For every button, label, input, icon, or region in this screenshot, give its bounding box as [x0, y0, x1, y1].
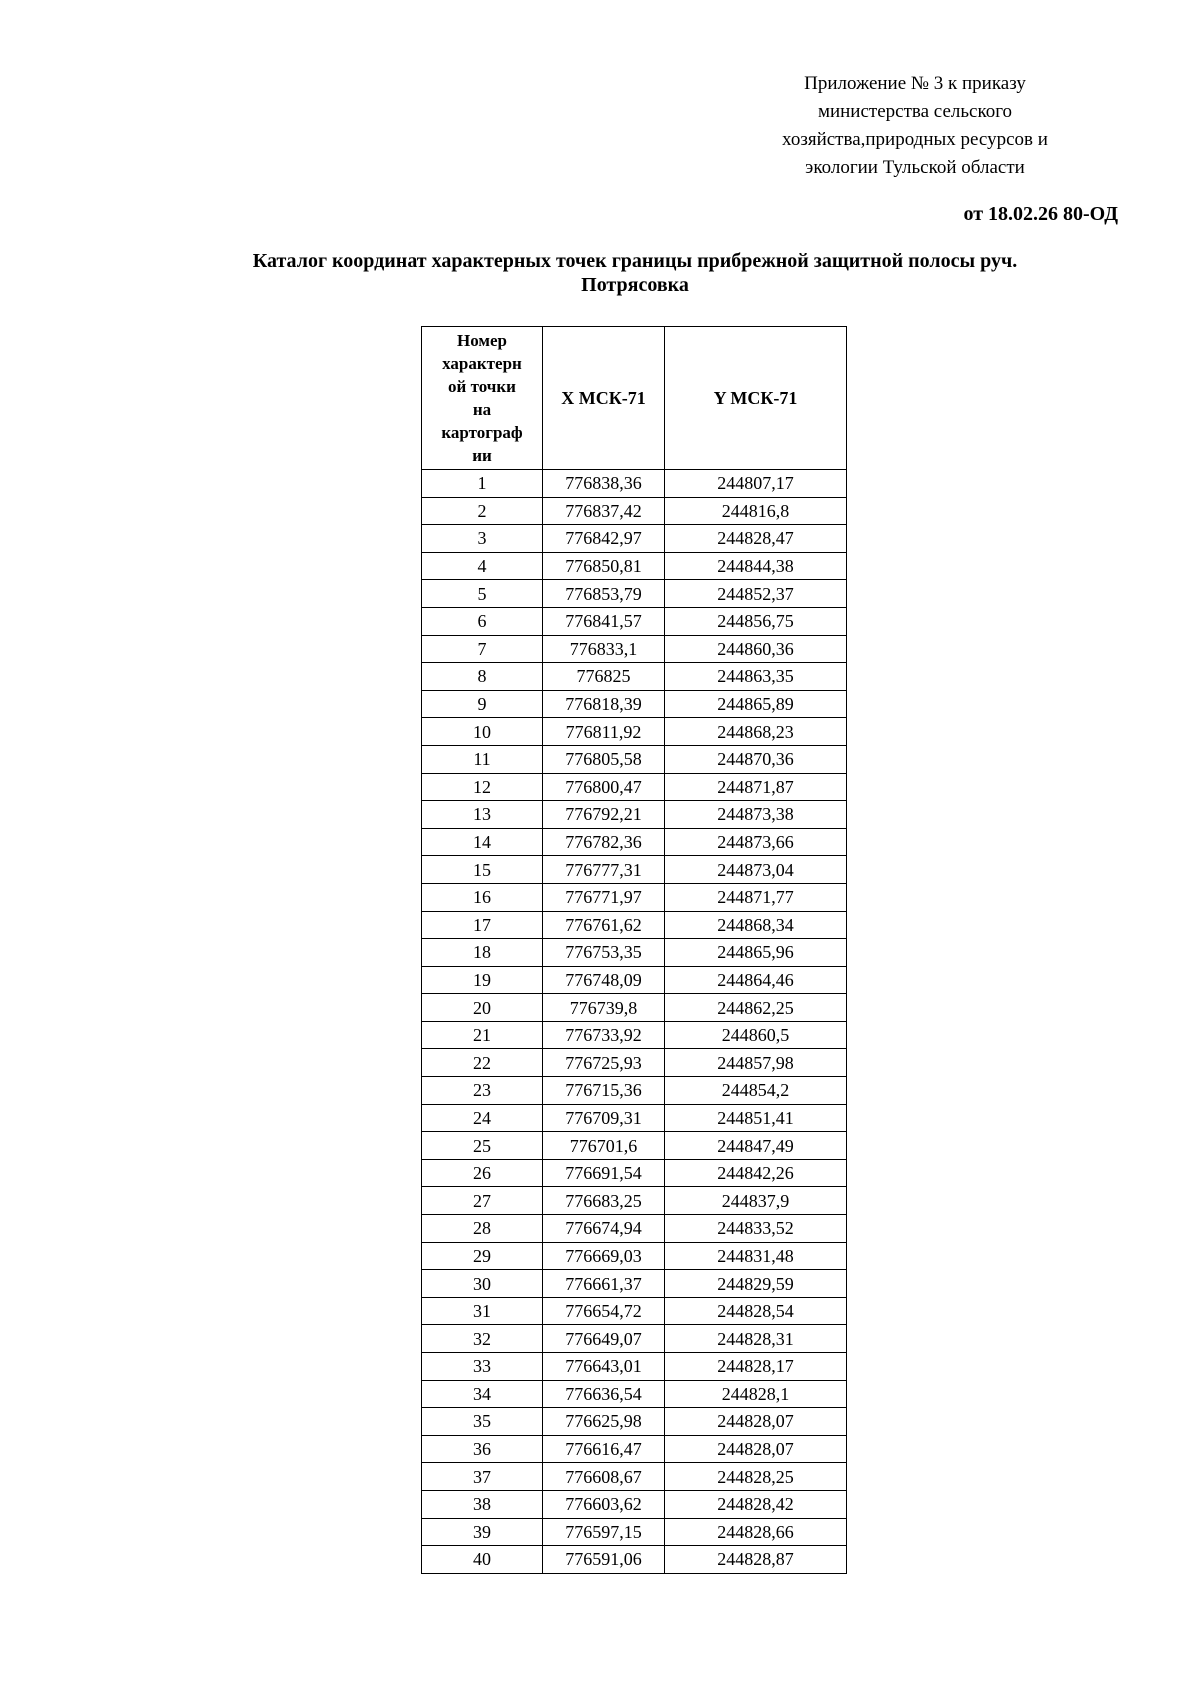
cell-y-coordinate: 244828,07	[665, 1408, 847, 1436]
cell-x-coordinate: 776603,62	[543, 1490, 665, 1518]
cell-x-coordinate: 776818,39	[543, 690, 665, 718]
cell-point-number: 10	[422, 718, 543, 746]
cell-x-coordinate: 776761,62	[543, 911, 665, 939]
table-row	[422, 1518, 847, 1546]
cell-point-number: 6	[422, 607, 543, 635]
header-point-number-line: ой точки	[448, 377, 516, 396]
table-row	[422, 1077, 847, 1105]
table-row	[422, 1380, 847, 1408]
cell-point-number: 28	[422, 1215, 543, 1243]
cell-y-coordinate: 244828,1	[665, 1380, 847, 1408]
cell-y-coordinate: 244857,98	[665, 1049, 847, 1077]
table-row	[422, 552, 847, 580]
cell-point-number: 33	[422, 1353, 543, 1381]
table-row	[422, 911, 847, 939]
document-title-line: Потрясовка	[581, 274, 689, 296]
cell-y-coordinate: 244873,66	[665, 828, 847, 856]
table-row	[422, 1215, 847, 1243]
cell-x-coordinate: 776748,09	[543, 966, 665, 994]
table-row	[422, 1104, 847, 1132]
cell-y-coordinate: 244860,5	[665, 1021, 847, 1049]
table-row	[422, 1187, 847, 1215]
cell-y-coordinate: 244847,49	[665, 1132, 847, 1160]
cell-point-number: 8	[422, 663, 543, 691]
appendix-line: экологии Тульской области	[805, 157, 1025, 178]
cell-y-coordinate: 244863,35	[665, 663, 847, 691]
cell-point-number: 22	[422, 1049, 543, 1077]
table-row	[422, 1242, 847, 1270]
cell-point-number: 23	[422, 1077, 543, 1105]
cell-x-coordinate: 776597,15	[543, 1518, 665, 1546]
cell-point-number: 20	[422, 994, 543, 1022]
table-row	[422, 1408, 847, 1436]
appendix-line: хозяйства,природных ресурсов и	[782, 129, 1048, 150]
cell-y-coordinate: 244873,38	[665, 801, 847, 829]
cell-x-coordinate: 776777,31	[543, 856, 665, 884]
cell-point-number: 32	[422, 1325, 543, 1353]
table-row	[422, 1049, 847, 1077]
cell-y-coordinate: 244833,52	[665, 1215, 847, 1243]
table-row	[422, 1132, 847, 1160]
cell-x-coordinate: 776616,47	[543, 1435, 665, 1463]
cell-point-number: 15	[422, 856, 543, 884]
appendix-line: министерства сельского	[817, 101, 1013, 122]
cell-y-coordinate: 244829,59	[665, 1270, 847, 1298]
cell-point-number: 1	[422, 470, 543, 498]
cell-point-number: 34	[422, 1380, 543, 1408]
cell-x-coordinate: 776825	[543, 663, 665, 691]
cell-x-coordinate: 776649,07	[543, 1325, 665, 1353]
cell-y-coordinate: 244873,04	[665, 856, 847, 884]
cell-x-coordinate: 776608,67	[543, 1463, 665, 1491]
table-row	[422, 1325, 847, 1353]
cell-y-coordinate: 244831,48	[665, 1242, 847, 1270]
cell-point-number: 36	[422, 1435, 543, 1463]
cell-x-coordinate: 776715,36	[543, 1077, 665, 1105]
table-row	[422, 745, 847, 773]
table-row	[422, 773, 847, 801]
cell-y-coordinate: 244851,41	[665, 1104, 847, 1132]
cell-y-coordinate: 244852,37	[665, 580, 847, 608]
cell-y-coordinate: 244828,54	[665, 1297, 847, 1325]
table-row	[422, 1353, 847, 1381]
cell-point-number: 25	[422, 1132, 543, 1160]
coordinates-table	[421, 326, 847, 1574]
cell-x-coordinate: 776811,92	[543, 718, 665, 746]
cell-x-coordinate: 776841,57	[543, 607, 665, 635]
table-row	[422, 1021, 847, 1049]
cell-point-number: 4	[422, 552, 543, 580]
cell-y-coordinate: 244828,47	[665, 525, 847, 553]
cell-y-coordinate: 244828,17	[665, 1353, 847, 1381]
cell-x-coordinate: 776654,72	[543, 1297, 665, 1325]
cell-x-coordinate: 776591,06	[543, 1546, 665, 1574]
cell-x-coordinate: 776636,54	[543, 1380, 665, 1408]
document-title-line: Каталог координат характерных точек границы прибрежной защитной полосы руч.	[252, 250, 1018, 272]
cell-point-number: 16	[422, 883, 543, 911]
cell-y-coordinate: 244828,87	[665, 1546, 847, 1574]
table-row	[422, 1490, 847, 1518]
cell-y-coordinate: 244864,46	[665, 966, 847, 994]
cell-x-coordinate: 776753,35	[543, 939, 665, 967]
cell-point-number: 40	[422, 1546, 543, 1574]
cell-point-number: 3	[422, 525, 543, 553]
cell-x-coordinate: 776853,79	[543, 580, 665, 608]
header-point-number-line: на	[472, 400, 492, 419]
cell-y-coordinate: 244860,36	[665, 635, 847, 663]
table-row	[422, 497, 847, 525]
table-row	[422, 1297, 847, 1325]
cell-y-coordinate: 244842,26	[665, 1159, 847, 1187]
table-row	[422, 1463, 847, 1491]
cell-point-number: 11	[422, 745, 543, 773]
header-point-number-line: Номер	[457, 331, 507, 350]
cell-x-coordinate: 776800,47	[543, 773, 665, 801]
cell-point-number: 38	[422, 1490, 543, 1518]
cell-point-number: 37	[422, 1463, 543, 1491]
table-header-row	[422, 327, 847, 470]
header-point-number-line: ии	[472, 446, 492, 465]
cell-y-coordinate: 244807,17	[665, 470, 847, 498]
header-x-coordinate: X МСК-71	[543, 327, 665, 470]
cell-y-coordinate: 244868,23	[665, 718, 847, 746]
table-row	[422, 883, 847, 911]
cell-point-number: 27	[422, 1187, 543, 1215]
cell-point-number: 12	[422, 773, 543, 801]
cell-x-coordinate: 776805,58	[543, 745, 665, 773]
cell-x-coordinate: 776725,93	[543, 1049, 665, 1077]
cell-x-coordinate: 776833,1	[543, 635, 665, 663]
cell-point-number: 29	[422, 1242, 543, 1270]
cell-x-coordinate: 776691,54	[543, 1159, 665, 1187]
cell-y-coordinate: 244844,38	[665, 552, 847, 580]
cell-y-coordinate: 244828,25	[665, 1463, 847, 1491]
cell-point-number: 39	[422, 1518, 543, 1546]
cell-point-number: 26	[422, 1159, 543, 1187]
cell-y-coordinate: 244871,87	[665, 773, 847, 801]
table-row	[422, 994, 847, 1022]
cell-point-number: 18	[422, 939, 543, 967]
cell-x-coordinate: 776733,92	[543, 1021, 665, 1049]
appendix-line: Приложение № 3 к приказу	[804, 73, 1026, 94]
table-row	[422, 525, 847, 553]
table-row	[422, 580, 847, 608]
table-row	[422, 828, 847, 856]
cell-y-coordinate: 244868,34	[665, 911, 847, 939]
cell-point-number: 2	[422, 497, 543, 525]
cell-point-number: 21	[422, 1021, 543, 1049]
cell-x-coordinate: 776782,36	[543, 828, 665, 856]
cell-x-coordinate: 776837,42	[543, 497, 665, 525]
cell-x-coordinate: 776739,8	[543, 994, 665, 1022]
cell-x-coordinate: 776792,21	[543, 801, 665, 829]
cell-point-number: 35	[422, 1408, 543, 1436]
cell-y-coordinate: 244865,89	[665, 690, 847, 718]
cell-x-coordinate: 776683,25	[543, 1187, 665, 1215]
cell-point-number: 31	[422, 1297, 543, 1325]
table-row	[422, 690, 847, 718]
table-row	[422, 856, 847, 884]
cell-x-coordinate: 776709,31	[543, 1104, 665, 1132]
cell-x-coordinate: 776842,97	[543, 525, 665, 553]
cell-x-coordinate: 776625,98	[543, 1408, 665, 1436]
cell-y-coordinate: 244816,8	[665, 497, 847, 525]
table-row	[422, 1270, 847, 1298]
cell-point-number: 13	[422, 801, 543, 829]
cell-point-number: 9	[422, 690, 543, 718]
cell-y-coordinate: 244870,36	[665, 745, 847, 773]
cell-point-number: 24	[422, 1104, 543, 1132]
table-row	[422, 966, 847, 994]
cell-x-coordinate: 776701,6	[543, 1132, 665, 1160]
table-row	[422, 635, 847, 663]
table-row	[422, 663, 847, 691]
cell-y-coordinate: 244828,42	[665, 1490, 847, 1518]
cell-point-number: 5	[422, 580, 543, 608]
header-point-number-line: характерн	[442, 354, 522, 373]
cell-y-coordinate: 244828,66	[665, 1518, 847, 1546]
header-point-number-line: картограф	[441, 423, 523, 442]
table-row	[422, 1435, 847, 1463]
table-row	[422, 718, 847, 746]
table-row	[422, 607, 847, 635]
cell-y-coordinate: 244837,9	[665, 1187, 847, 1215]
cell-x-coordinate: 776669,03	[543, 1242, 665, 1270]
order-date-number: от 18.02.26 80-ОД	[963, 203, 1118, 225]
table-row	[422, 1546, 847, 1574]
header-y-coordinate: Y МСК-71	[665, 327, 847, 470]
cell-point-number: 14	[422, 828, 543, 856]
cell-x-coordinate: 776661,37	[543, 1270, 665, 1298]
document-title	[80, 249, 1190, 297]
table-row	[422, 939, 847, 967]
cell-y-coordinate: 244856,75	[665, 607, 847, 635]
cell-point-number: 7	[422, 635, 543, 663]
cell-point-number: 30	[422, 1270, 543, 1298]
cell-x-coordinate: 776771,97	[543, 883, 665, 911]
table-body	[422, 470, 847, 1574]
table-row	[422, 801, 847, 829]
cell-x-coordinate: 776674,94	[543, 1215, 665, 1243]
header-point-number	[422, 327, 543, 470]
cell-x-coordinate: 776850,81	[543, 552, 665, 580]
cell-y-coordinate: 244854,2	[665, 1077, 847, 1105]
appendix-reference	[760, 70, 1070, 182]
table-row	[422, 1159, 847, 1187]
cell-y-coordinate: 244862,25	[665, 994, 847, 1022]
cell-x-coordinate: 776838,36	[543, 470, 665, 498]
cell-y-coordinate: 244828,31	[665, 1325, 847, 1353]
cell-point-number: 19	[422, 966, 543, 994]
cell-x-coordinate: 776643,01	[543, 1353, 665, 1381]
cell-point-number: 17	[422, 911, 543, 939]
cell-y-coordinate: 244828,07	[665, 1435, 847, 1463]
cell-y-coordinate: 244865,96	[665, 939, 847, 967]
table-row	[422, 470, 847, 498]
cell-y-coordinate: 244871,77	[665, 883, 847, 911]
